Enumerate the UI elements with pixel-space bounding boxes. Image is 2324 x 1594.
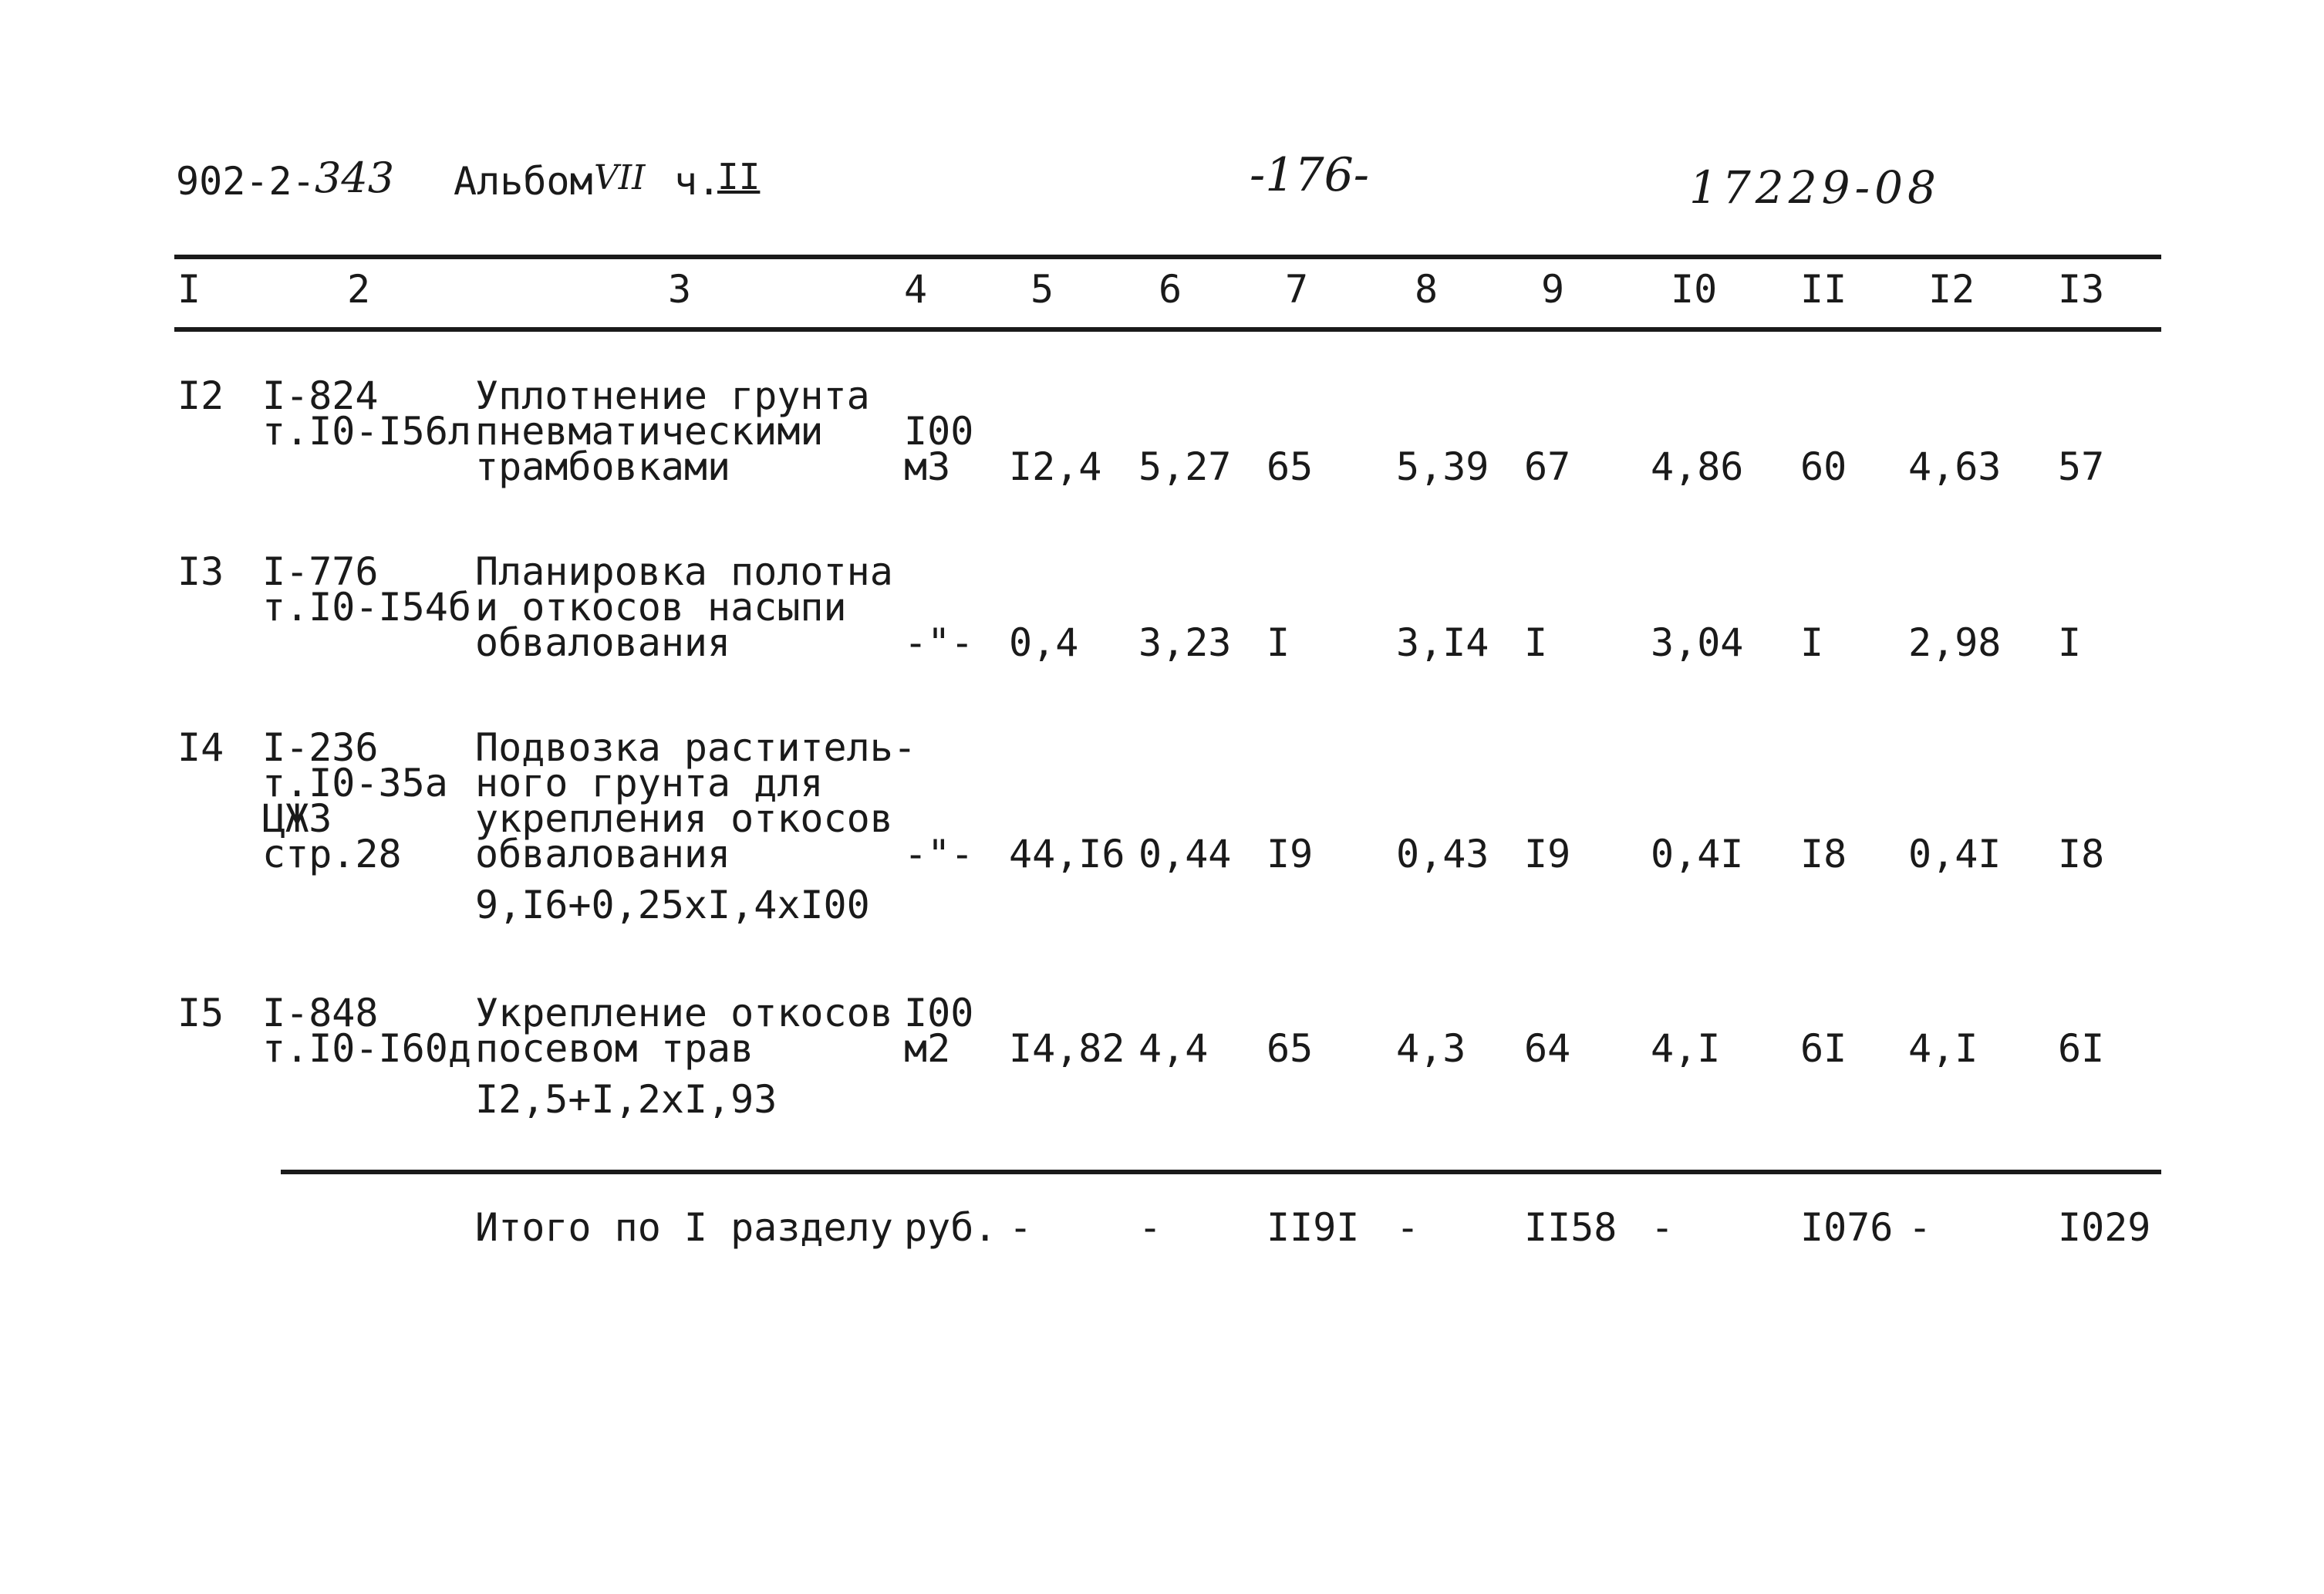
- col-header-11: II: [1800, 267, 1847, 312]
- col-header-5: 5: [1030, 267, 1054, 312]
- row-col10: 3,04: [1651, 620, 1744, 665]
- row-col9: 67: [1524, 444, 1571, 489]
- header-bottom-rule: [174, 327, 2161, 332]
- row-col7: 65: [1267, 1026, 1314, 1071]
- row-col11: I8: [1800, 832, 1847, 876]
- page-number: -176-: [1250, 148, 1370, 202]
- row-code-line: I-824: [262, 373, 379, 418]
- total-col9: II58: [1524, 1205, 1617, 1250]
- row-description-line: ного грунта для: [475, 761, 824, 805]
- row-col10: 4,I: [1651, 1026, 1721, 1071]
- col-header-10: I0: [1671, 267, 1718, 312]
- total-unit: руб.: [904, 1205, 997, 1250]
- col-header-8: 8: [1415, 267, 1439, 312]
- row-unit-line: I00: [904, 991, 974, 1035]
- row-col9: I9: [1524, 832, 1571, 876]
- total-col7: II9I: [1267, 1205, 1360, 1250]
- row-quantity: I4,82: [1009, 1026, 1125, 1071]
- row-col13: I: [2058, 620, 2082, 665]
- row-code-line: I-848: [262, 991, 379, 1035]
- row-number: I5: [177, 991, 224, 1035]
- row-col6: 0,44: [1138, 832, 1232, 876]
- total-col8: -: [1396, 1205, 1420, 1250]
- col-header-2: 2: [347, 267, 371, 312]
- row-description-line: Укрепление откосов: [475, 991, 893, 1035]
- row-col13: I8: [2058, 832, 2105, 876]
- row-col13: 6I: [2058, 1026, 2105, 1071]
- total-rule: [281, 1170, 2161, 1174]
- album-number: VII: [594, 158, 646, 198]
- row-description-line: укрепления откосов: [475, 796, 893, 841]
- row-col12: 2,98: [1908, 620, 2002, 665]
- row-number: I3: [177, 549, 224, 594]
- col-header-12: I2: [1928, 267, 1975, 312]
- row-description-line: Подвозка раститель-: [475, 725, 916, 770]
- row-description-line: трамбовками: [475, 444, 731, 489]
- row-unit-ditto: -"-: [904, 620, 974, 665]
- col-header-4: 4: [904, 267, 928, 312]
- row-col7: 65: [1267, 444, 1314, 489]
- row-description-line: Планировка полотна: [475, 549, 893, 594]
- row-col12: 4,63: [1908, 444, 2002, 489]
- row-col9: 64: [1524, 1026, 1571, 1071]
- doc-number-handwritten: 343: [315, 154, 395, 202]
- part-label: ч.: [674, 159, 721, 204]
- row-quantity: I2,4: [1009, 444, 1102, 489]
- row-col12: 4,I: [1908, 1026, 1978, 1071]
- col-header-7: 7: [1285, 267, 1309, 312]
- part-number: II: [717, 156, 761, 198]
- row-col11: 6I: [1800, 1026, 1847, 1071]
- row-col8: 4,3: [1396, 1026, 1466, 1071]
- row-description-line: и откосов насыпи: [475, 585, 847, 630]
- row-unit-line: м3: [904, 444, 951, 489]
- total-col6: -: [1138, 1205, 1162, 1250]
- total-col10: -: [1651, 1205, 1675, 1250]
- total-label: Итого по I разделу: [475, 1205, 893, 1250]
- row-col8: 3,I4: [1396, 620, 1489, 665]
- row-quantity: 0,4: [1009, 620, 1079, 665]
- row-unit-line: м2: [904, 1026, 951, 1071]
- row-description-line: обвалования: [475, 832, 731, 876]
- row-code-line: т.I0-I54б: [262, 585, 471, 630]
- row-col7: I: [1267, 620, 1290, 665]
- total-col13: I029: [2058, 1205, 2151, 1250]
- row-code-line: т.I0-I60д: [262, 1026, 471, 1071]
- album-label: Альбом: [454, 159, 593, 204]
- row-col10: 4,86: [1651, 444, 1744, 489]
- row-col9: I: [1524, 620, 1548, 665]
- row-unit-ditto: -"-: [904, 832, 974, 876]
- row-col11: 60: [1800, 444, 1847, 489]
- row-calculation: 9,I6+0,25xI,4xI00: [475, 883, 870, 927]
- row-code-line: т.I0-I56л: [262, 409, 471, 454]
- row-description-line: Уплотнение грунта: [475, 373, 870, 418]
- row-number: I4: [177, 725, 224, 770]
- doc-number-prefix: 902-2-: [176, 159, 315, 204]
- col-header-13: I3: [2058, 267, 2105, 312]
- row-code-line: т.I0-35а: [262, 761, 448, 805]
- row-col6: 5,27: [1138, 444, 1232, 489]
- row-code-line: I-236: [262, 725, 379, 770]
- total-col11: I076: [1800, 1205, 1894, 1250]
- row-col11: I: [1800, 620, 1824, 665]
- archive-number: 17229-08: [1689, 161, 1941, 214]
- total-col12: -: [1908, 1205, 1932, 1250]
- row-col8: 5,39: [1396, 444, 1489, 489]
- row-col12: 0,4I: [1908, 832, 2002, 876]
- row-unit-line: I00: [904, 409, 974, 454]
- row-col8: 0,43: [1396, 832, 1489, 876]
- col-header-9: 9: [1541, 267, 1565, 312]
- row-number: I2: [177, 373, 224, 418]
- row-description-line: пневматическими: [475, 409, 824, 454]
- table-top-rule: [174, 255, 2161, 259]
- col-header-1: I: [177, 267, 201, 312]
- row-col13: 57: [2058, 444, 2105, 489]
- row-quantity: 44,I6: [1009, 832, 1125, 876]
- row-col6: 4,4: [1138, 1026, 1209, 1071]
- row-col10: 0,4I: [1651, 832, 1744, 876]
- row-col7: I9: [1267, 832, 1314, 876]
- total-col5: -: [1009, 1205, 1033, 1250]
- col-header-3: 3: [668, 267, 692, 312]
- row-description-line: посевом трав: [475, 1026, 754, 1071]
- row-description-line: обвалования: [475, 620, 731, 665]
- row-code-line: стр.28: [262, 832, 402, 876]
- row-code-line: I-776: [262, 549, 379, 594]
- col-header-6: 6: [1159, 267, 1182, 312]
- row-col6: 3,23: [1138, 620, 1232, 665]
- row-code-line: ЦЖ3: [262, 796, 332, 841]
- row-calculation: I2,5+I,2xI,93: [475, 1077, 777, 1122]
